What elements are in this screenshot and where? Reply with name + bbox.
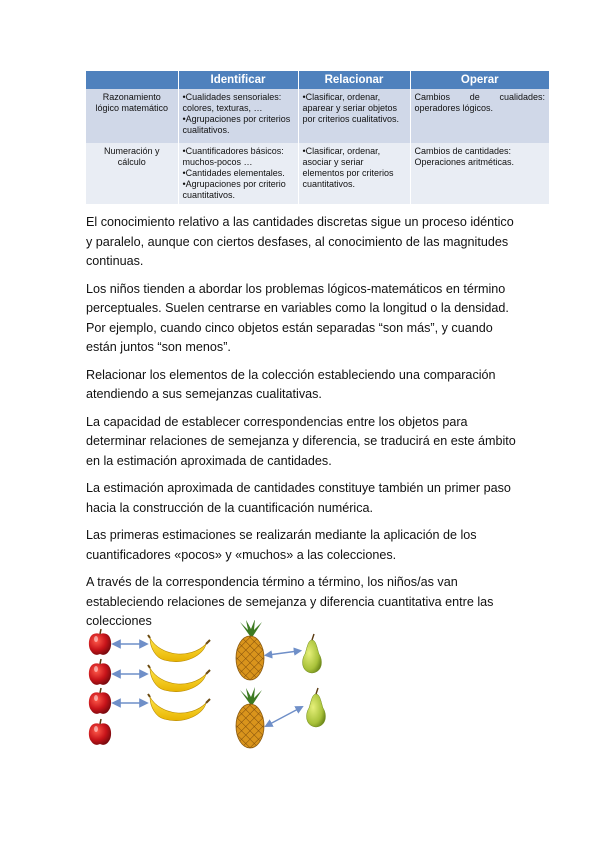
paragraph: La capacidad de establecer correspondencias entre los objetos para determinar relaciones de semejanza y diferencia, se traducirá en este ámbito en la estimación aproximada de cantidades. — [86, 414, 516, 468]
paragraph: A través de la correspondencia término a término, los niños/as van estableciendo relaciones de semejanza y diferencia cuantitativa entre las colecciones — [86, 575, 494, 628]
paragraph: El conocimiento relativo a las cantidades discretas sigue un proceso idéntico y paralelo, aunque con ciertos desfases, al conocimiento de las magnitudes continuas. — [86, 215, 514, 268]
paragraph: Relacionar los elementos de la colección estableciendo una comparación atendiendo a sus semejanzas cualitativas. — [86, 367, 496, 401]
pineapple-icon — [236, 620, 264, 680]
table-header-operar: Operar — [410, 71, 549, 89]
paragraph: Los niños tienden a abordar los problemas lógicos-matemáticos en término perceptuales. Suelen centrarse en variables como la longitud o la densidad. Por ejemplo, cuando cinco objetos están separadas “son más”, y cuando están juntos “son menos”. — [86, 281, 509, 354]
table-header-relacionar: Relacionar — [298, 71, 410, 89]
list-item: •Clasificar, ordenar, aparear y seriar objetos por criterios cualitativos. — [302, 92, 400, 124]
row-label: Numeración y cálculo — [86, 143, 178, 204]
cell-operar: Cambios de cantidades: Operaciones aritméticas. — [410, 143, 549, 204]
row-label: Razonamiento lógico matemático — [86, 89, 178, 143]
apple-icon — [89, 659, 111, 685]
apple-icon — [89, 688, 111, 714]
list-item: •Cuantificadores básicos: muchos-pocos … — [182, 146, 284, 167]
banana-icon — [148, 665, 210, 692]
list-item: •Cualidades sensoriales: colores, texturas, … — [182, 92, 282, 113]
list-item: •Clasificar, ordenar, asociar y seriar elementos por criterios cuantitativos. — [302, 146, 394, 189]
paragraph: Las primeras estimaciones se realizarán mediante la aplicación de los cuantificadores «pocos» y «muchos» a las colecciones. — [86, 528, 477, 562]
list-item: •Agrupaciones por criterios cualitativos. — [182, 114, 291, 135]
arrow-icon — [268, 708, 300, 725]
table-header-identificar: Identificar — [178, 71, 298, 89]
apple-icon — [89, 719, 111, 745]
cell-identificar — [178, 143, 298, 204]
pear-icon — [303, 634, 322, 673]
banana-icon — [148, 635, 210, 662]
body-text — [86, 213, 516, 640]
table-row — [86, 89, 549, 143]
cell-relacionar — [298, 89, 410, 143]
table-row — [86, 143, 549, 204]
cell-identificar — [178, 89, 298, 143]
list-item: •Cantidades elementales. — [182, 168, 285, 178]
cell-operar: Cambios de cualidades: operadores lógicos. — [410, 89, 549, 143]
arrow-icon — [268, 651, 298, 655]
apples-bananas-figure — [82, 624, 212, 750]
banana-icon — [148, 694, 210, 721]
table-header-row — [86, 71, 549, 89]
paragraph: La estimación aproximada de cantidades constituye también un primer paso hacia la construcción de la cuantificación numérica. — [86, 481, 511, 515]
list-item: •Agrupaciones por criterio cuantitativos. — [182, 179, 286, 200]
pear-icon — [307, 688, 326, 727]
skills-table — [86, 71, 549, 204]
cell-relacionar — [298, 143, 410, 204]
pineapple-icon — [236, 687, 264, 748]
table-header-empty — [86, 71, 178, 89]
apple-icon — [89, 629, 111, 655]
pineapples-pears-figure — [228, 620, 338, 752]
